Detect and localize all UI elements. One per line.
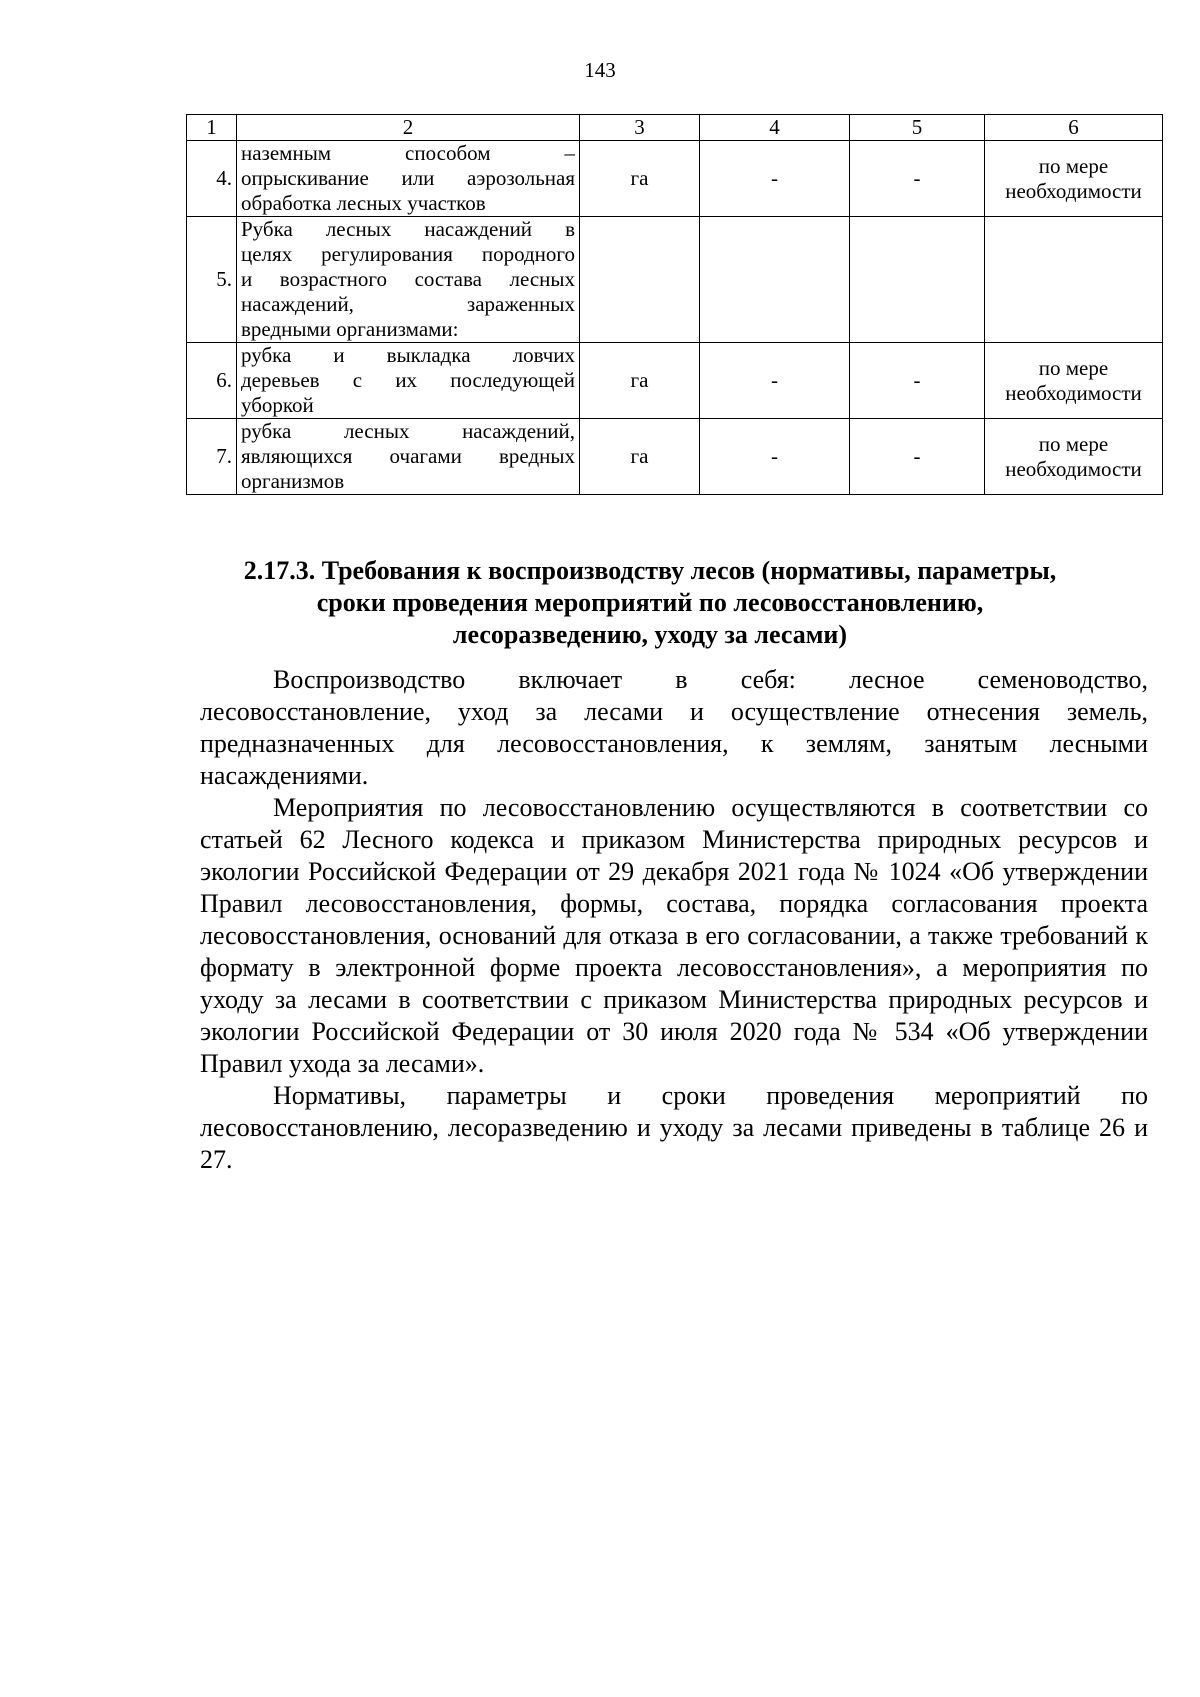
row-term — [985, 217, 1163, 343]
row-number: 6. — [187, 343, 237, 419]
term-line: необходимости — [1005, 178, 1142, 203]
row-col4-value: - — [700, 343, 850, 419]
measure-name-line: и возрастного состава лесных — [241, 267, 575, 291]
table-row — [187, 343, 1163, 419]
row-unit: га — [580, 141, 700, 217]
measure-name-line: рубка и выкладка ловчих — [241, 343, 575, 367]
term-line: необходимости — [1005, 380, 1142, 405]
row-col5-value — [850, 217, 985, 343]
measure-name-line: организмов — [241, 469, 345, 493]
section-heading-line: 2.17.3. Требования к воспроизводству лесов (нормативы, параметры, — [243, 556, 1057, 585]
measure-name-line: опрыскивание или аэрозольная — [241, 166, 575, 190]
term-line: по мере — [1038, 355, 1109, 380]
table-row — [187, 217, 1163, 343]
measure-name-line: наземным способом – — [241, 141, 575, 165]
table-row — [187, 141, 1163, 217]
section-body — [200, 664, 1148, 1176]
measure-name-line: вредными организмами: — [241, 317, 459, 341]
measure-name-line: являющихся очагами вредных — [241, 444, 575, 468]
measure-name-line: насаждений, зараженных — [241, 292, 575, 316]
row-col4-value: - — [700, 419, 850, 495]
table-header-cell: 3 — [580, 115, 700, 141]
page-number: 143 — [584, 58, 616, 82]
term-line: по мере — [1038, 431, 1109, 456]
body-paragraph: Мероприятия по лесовосстановлению осуществляются в соответствии со статьей 62 Лесного кодекса и приказом Министерства природных ресурсов и экологии Российской Федерации от 29 декабря 2021 года № 1024 «Об утверждении Правил лесовосстановления, формы, состава, порядка согласования проекта лесовосстановления, оснований для отказа в его согласовании, а также требований к формату в электронной форме проекта лесовосстановления», а мероприятия по уходу за лесами в соответствии с приказом Министерства природных ресурсов и экологии Российской Федерации от 30 июля 2020 года № 534 «Об утверждении Правил ухода за лесами». — [200, 793, 1148, 1078]
term-line: по мере — [1038, 153, 1109, 178]
row-unit: га — [580, 343, 700, 419]
row-col4-value: - — [700, 141, 850, 217]
measure-name-line: обработка лесных участков — [241, 191, 486, 215]
table-header-cell: 4 — [700, 115, 850, 141]
body-paragraph: Нормативы, параметры и сроки проведения мероприятий по лесовосстановлению, лесоразведению и уходу за лесами приведены в таблице 26 и 27. — [200, 1081, 1148, 1174]
row-measure-name — [237, 217, 580, 343]
row-unit — [580, 217, 700, 343]
row-col5-value: - — [850, 141, 985, 217]
row-col4-value — [700, 217, 850, 343]
row-measure-name — [237, 343, 580, 419]
table-header-cell: 5 — [850, 115, 985, 141]
section-heading-line: сроки проведения мероприятий по лесовосстановлению, — [316, 588, 984, 617]
row-measure-name — [237, 419, 580, 495]
measure-name-line: рубка лесных насаждений, — [241, 419, 575, 443]
row-col5-value: - — [850, 343, 985, 419]
row-term — [985, 141, 1163, 217]
term-line: необходимости — [1005, 456, 1142, 481]
table-row — [187, 419, 1163, 495]
row-number: 4. — [187, 141, 237, 217]
table-header-cell: 6 — [985, 115, 1163, 141]
row-number: 5. — [187, 217, 237, 343]
measure-name-line: уборкой — [241, 393, 314, 417]
measures-table — [186, 114, 1163, 495]
measure-name-line: деревьев с их последующей — [241, 368, 575, 392]
table-header-cell: 2 — [237, 115, 580, 141]
measure-name-line: Рубка лесных насаждений в — [241, 217, 575, 241]
section-heading — [180, 555, 1120, 651]
row-unit: га — [580, 419, 700, 495]
table-header-cell: 1 — [187, 115, 237, 141]
row-term — [985, 343, 1163, 419]
body-paragraph: Воспроизводство включает в себя: лесное семеноводство, лесовосстановление, уход за лесами и осуществление отнесения земель, предназначенных для лесовосстановления, к землям, занятым лесными насаждениями. — [200, 665, 1148, 790]
row-measure-name — [237, 141, 580, 217]
section-heading-line: лесоразведению, уходу за лесами) — [452, 620, 848, 649]
measure-name-line: целях регулирования породного — [241, 242, 575, 266]
table-header-row — [187, 115, 1163, 141]
row-number: 7. — [187, 419, 237, 495]
row-col5-value: - — [850, 419, 985, 495]
row-term — [985, 419, 1163, 495]
